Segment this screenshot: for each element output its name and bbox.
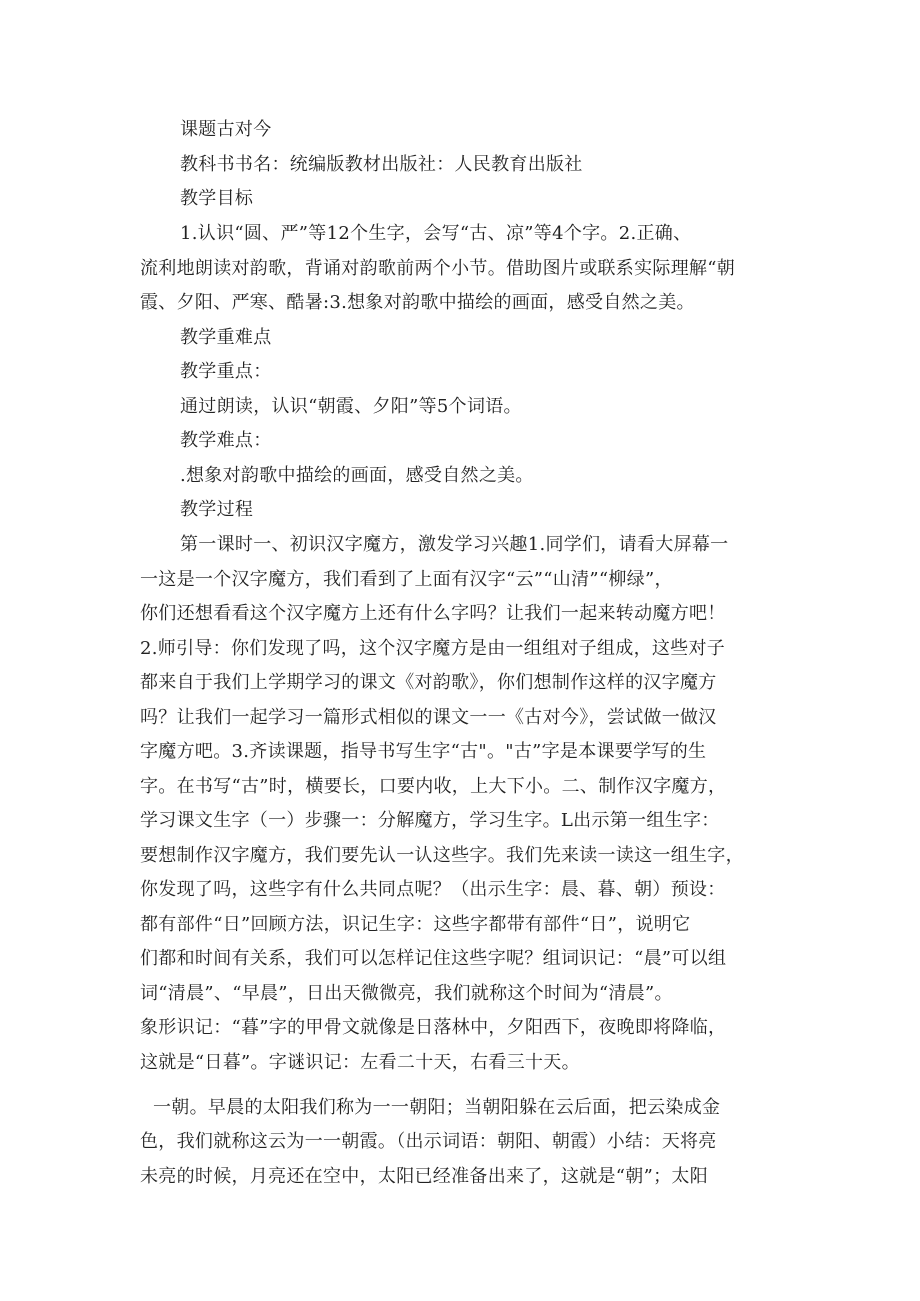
heading-teaching-goals: 教学目标 bbox=[180, 188, 254, 209]
process-line-18: 色，我们就称这云为一一朝霞。（出示词语：朝阳、朝霞）小结：天将亮 bbox=[140, 1131, 717, 1152]
difficulties-text: .想象对韵歌中描绘的画面，感受自然之美。 bbox=[180, 465, 534, 486]
process-line-8: 字。在书写“古”时，横要长，口要内收，上大下小。二、制作汉字魔方， bbox=[140, 776, 727, 797]
process-line-4: 2.师引导：你们发现了吗，这个汉字魔方是由一组组对子组成，这些对子 bbox=[140, 638, 726, 659]
process-line-12: 都有部件“日”回顾方法，识记生字：这些字都带有部件“日”，说明它 bbox=[140, 914, 691, 935]
heading-key-difficulties: 教学重难点 bbox=[180, 327, 272, 348]
process-line-3: 你们还想看看这个汉字魔方上还有什么字吗？让我们一起来转动魔方吧！ bbox=[140, 603, 726, 624]
heading-difficulties: 教学难点： bbox=[180, 430, 272, 451]
heading-key-points: 教学重点： bbox=[180, 361, 272, 382]
process-line-9: 学习课文生字（一）步骤一：分解魔方，学习生字。L出示第一组生字： bbox=[140, 810, 720, 831]
lesson-title: 课题古对今 bbox=[180, 119, 272, 140]
process-line-13: 们都和时间有关系，我们可以怎样记住这些字呢？组词识记：“晨”可以组 bbox=[140, 948, 727, 969]
process-line-7: 字魔方吧。3.齐读课题，指导书写生字“古"。"古”字是本课要学写的生 bbox=[140, 741, 707, 762]
heading-teaching-process: 教学过程 bbox=[180, 499, 254, 520]
process-line-2: 一这是一个汉字魔方，我们看到了上面有汉字“云”“山清”“柳绿”， bbox=[140, 569, 673, 590]
process-line-1: 第一课时一、初识汉字魔方，激发学习兴趣1.同学们，请看大屏幕一 bbox=[180, 534, 729, 555]
process-line-6: 吗？让我们一起学习一篇形式相似的课文一一《古对今》，尝试做一做汉 bbox=[140, 707, 717, 728]
process-line-19: 未亮的时候，月亮还在空中，太阳已经准备出来了，这就是“朝”；太阳 bbox=[140, 1166, 709, 1187]
process-line-14: 词“清晨”、“早晨”，日出天微微亮，我们就称这个时间为“清晨”。 bbox=[140, 983, 673, 1004]
process-line-10: 要想制作汉字魔方，我们要先认一认这些字。我们先来读一读这一组生字， bbox=[140, 845, 744, 866]
goals-line-3: 霞、夕阳、严寒、酷暑:3.想象对韵歌中描绘的画面，感受自然之美。 bbox=[140, 292, 695, 313]
process-line-5: 都来自于我们上学期学习的课文《对韵歌》，你们想制作这样的汉字魔方 bbox=[140, 672, 717, 693]
process-line-16: 这就是“日暮”。字谜识记：左看二十天，右看三十天。 bbox=[140, 1052, 580, 1073]
key-points-text: 通过朗读，认识“朝霞、夕阳”等5个词语。 bbox=[180, 396, 522, 417]
goals-line-2: 流利地朗读对韵歌，背诵对韵歌前两个小节。借助图片或联系实际理解“朝 bbox=[140, 258, 736, 279]
process-line-11: 你发现了吗，这些字有什么共同点呢？（出示生字：晨、暮、朝）预设： bbox=[140, 879, 726, 900]
goals-line-1: 1.认识“圆、严”等12个生字，会写“古、凉”等4个字。2.正确、 bbox=[180, 223, 692, 244]
textbook-info: 教科书书名：统编版教材出版社：人民教育出版社 bbox=[180, 154, 583, 175]
process-line-17: 一朝。早晨的太阳我们称为一一朝阳；当朝阳躲在云后面，把云染成金 bbox=[153, 1097, 721, 1118]
process-line-15: 象形识记：“暮”字的甲骨文就像是日落林中，夕阳西下，夜晚即将降临， bbox=[140, 1017, 727, 1038]
